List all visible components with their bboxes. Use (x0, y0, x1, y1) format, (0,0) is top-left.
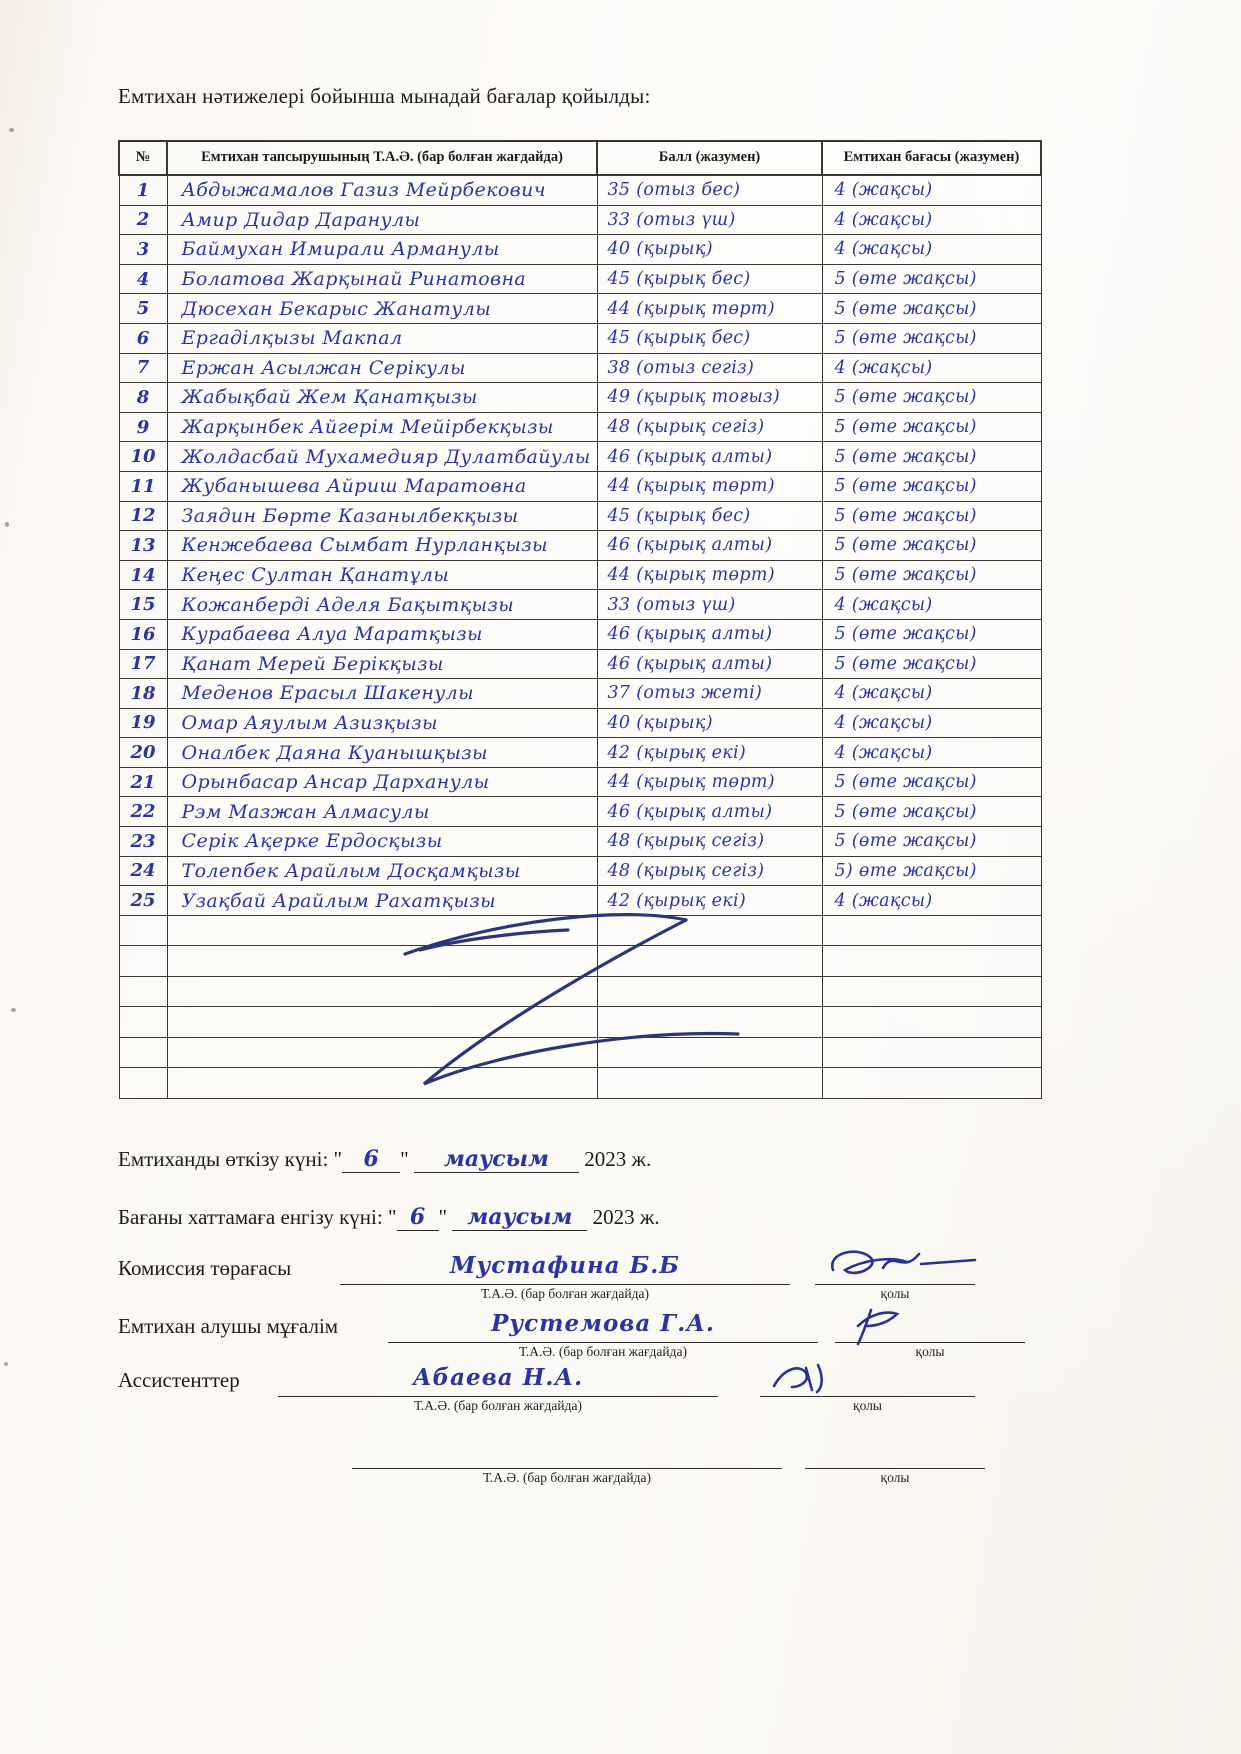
row-num: 15 (130, 594, 156, 616)
row-score: 48 (қырық сегіз) (607, 417, 765, 438)
table-row (119, 353, 1041, 383)
date-year: 2023 ж. (592, 1205, 660, 1229)
row-grade: 5) өте жақсы) (834, 860, 977, 881)
row-name: Омар Аяулым Азизқызы (181, 711, 438, 734)
table-row (119, 501, 1041, 531)
signature-scribble-icon (845, 1302, 1005, 1350)
row-grade: 5 (өте жақсы) (834, 417, 977, 438)
row-num: 2 (136, 209, 150, 231)
signature-role: Емтихан алушы мұғалім (118, 1314, 339, 1338)
date-day: 6 (363, 1146, 379, 1172)
signature-row (118, 1432, 1178, 1488)
table-row (119, 531, 1041, 561)
row-grade: 5 (өте жақсы) (834, 535, 977, 556)
name-caption: Т.А.Ә. (бар болған жағдайда) (519, 1344, 687, 1359)
name-caption: Т.А.Ә. (бар болған жағдайда) (483, 1470, 651, 1485)
table-row (119, 205, 1041, 235)
sign-caption: қолы (853, 1398, 882, 1413)
row-num: 16 (130, 623, 156, 645)
row-score: 44 (қырық төрт) (607, 565, 775, 586)
row-grade: 4 (жақсы) (834, 209, 933, 230)
row-score: 35 (отыз бес) (607, 180, 741, 201)
table-row (119, 471, 1041, 501)
results-table-wrap (118, 140, 1042, 1099)
row-name: Болатова Жарқынай Ринатовна (181, 268, 527, 291)
signature-row (118, 1248, 1178, 1304)
row-grade: 5 (өте жақсы) (834, 624, 977, 645)
row-score: 49 (қырық тоғыз) (607, 387, 780, 408)
row-grade: 4 (жақсы) (834, 180, 933, 201)
table-row (119, 235, 1041, 265)
row-score: 44 (қырық төрт) (607, 476, 775, 497)
signature-stroke-line (805, 1436, 985, 1469)
row-name: Оналбек Даяна Куанышқызы (181, 741, 488, 764)
empty-table-row (119, 915, 1041, 946)
row-name: Орынбасар Ансар Дарханулы (181, 771, 490, 794)
table-row (119, 708, 1041, 738)
signature-name-line (278, 1364, 718, 1397)
table-row (119, 886, 1041, 916)
table-row (119, 442, 1041, 472)
row-score: 46 (қырық алты) (607, 653, 773, 674)
signature-row (118, 1306, 1178, 1362)
row-name: Серік Ақерке Ердосқызы (181, 830, 443, 853)
row-score: 46 (қырық алты) (607, 801, 773, 822)
row-num: 3 (136, 238, 150, 260)
row-grade: 4 (жақсы) (834, 239, 933, 260)
row-name: Кожанберді Аделя Бақытқызы (181, 593, 515, 616)
signature-role: Ассистенттер (118, 1368, 240, 1392)
row-num: 13 (130, 534, 156, 556)
sign-caption: қолы (915, 1344, 945, 1359)
row-grade: 5 (өте жақсы) (834, 298, 977, 319)
row-num: 10 (130, 446, 156, 468)
header-name: Емтихан тапсырушының Т.А.Ә. (бар болған жағдайда) (167, 141, 597, 175)
close-quote: " (400, 1147, 409, 1171)
name-caption: Т.А.Ә. (бар болған жағдайда) (414, 1398, 582, 1413)
row-name: Дюсехан Бекарыс Жанатулы (181, 297, 492, 320)
row-grade: 5 (өте жақсы) (834, 801, 977, 822)
date-month: маусым (443, 1146, 549, 1172)
row-num: 4 (136, 268, 150, 290)
row-grade: 5 (өте жақсы) (834, 269, 977, 290)
row-name: Меденов Ерасыл Шакенулы (181, 682, 475, 705)
row-name: Жарқынбек Айгерім Мейірбекқызы (181, 416, 554, 439)
name-caption: Т.А.Ә. (бар болған жағдайда) (481, 1286, 649, 1301)
row-name: Ергаділқызы Макпал (181, 327, 403, 350)
signature-role: Комиссия төрағасы (118, 1256, 292, 1280)
empty-table-row (119, 1037, 1041, 1068)
row-name: Узақбай Арайлым Рахатқызы (181, 889, 497, 912)
row-score: 33 (отыз үш) (607, 209, 736, 230)
row-grade: 5 (өте жақсы) (834, 565, 977, 586)
row-grade: 4 (жақсы) (834, 742, 933, 763)
sign-caption: қолы (880, 1470, 910, 1485)
row-num: 17 (130, 653, 156, 675)
table-row (119, 294, 1041, 324)
row-score: 42 (қырық екі) (607, 890, 747, 911)
row-grade: 5 (өте жақсы) (834, 476, 977, 497)
row-grade: 5 (өте жақсы) (834, 387, 977, 408)
row-score: 46 (қырық алты) (607, 446, 773, 467)
signature-name-line (388, 1310, 818, 1343)
row-name: Қанат Мерей Берікқызы (181, 652, 444, 675)
empty-table-row (119, 976, 1041, 1007)
row-num: 9 (136, 416, 150, 438)
row-num: 8 (136, 386, 150, 408)
row-name: Амир Дидар Даранулы (181, 208, 421, 231)
date-day: 6 (409, 1204, 426, 1230)
signature-scribble-icon (825, 1244, 985, 1292)
signature-name-line (340, 1252, 790, 1285)
row-score: 40 (қырық) (607, 239, 713, 260)
date-label: Емтиханды өткізу күні: (118, 1147, 329, 1171)
date-year: 2023 ж. (584, 1147, 652, 1171)
signature-name: Абаева Н.А. (412, 1364, 584, 1391)
row-name: Абдыжамалов Газиз Мейрбекович (181, 179, 546, 202)
table-row (119, 175, 1041, 205)
row-name: Кенжебаева Сымбат Нурланқызы (181, 534, 548, 557)
table-row (119, 560, 1041, 590)
row-score: 38 (отыз сегіз) (607, 357, 755, 378)
row-name: Жолдасбай Мухамедияр Дулатбайулы (181, 445, 591, 468)
sign-caption: қолы (880, 1286, 910, 1301)
row-name: Кеңес Султан Қанатұлы (181, 564, 450, 587)
scan-speck (9, 128, 14, 132)
row-score: 45 (қырық бес) (607, 328, 751, 349)
date-line (118, 1146, 651, 1173)
signature-name-line (352, 1436, 782, 1469)
row-score: 33 (отыз үш) (607, 594, 736, 615)
row-name: Жубанышева Айриш Маратовна (181, 475, 527, 498)
table-row (119, 738, 1041, 768)
table-row (119, 767, 1041, 797)
row-score: 42 (қырық екі) (607, 742, 747, 763)
results-table (118, 140, 1042, 1099)
row-score: 45 (қырық бес) (607, 505, 751, 526)
signature-stroke-line (760, 1364, 975, 1397)
header-grade: Емтихан бағасы (жазумен) (822, 141, 1041, 175)
scan-speck (5, 522, 9, 527)
row-score: 46 (қырық алты) (607, 535, 773, 556)
date-label: Бағаны хаттамаға енгізу күні: (118, 1205, 383, 1229)
row-num: 7 (136, 357, 150, 379)
signature-scribble-icon (770, 1356, 930, 1404)
table-row (119, 412, 1041, 442)
empty-table-row (119, 1007, 1041, 1038)
row-grade: 4 (жақсы) (834, 357, 933, 378)
signature-row (118, 1360, 1178, 1416)
row-score: 40 (қырық) (607, 712, 713, 733)
row-score: 37 (отыз жеті) (607, 683, 763, 704)
table-row (119, 619, 1041, 649)
row-grade: 5 (өте жақсы) (834, 446, 977, 467)
row-grade: 4 (жақсы) (834, 890, 933, 911)
signature-name: Рустемова Г.А. (491, 1310, 715, 1337)
row-num: 12 (130, 505, 156, 527)
signature-stroke-line (835, 1310, 1025, 1343)
header-num: № (119, 141, 167, 175)
table-row (119, 383, 1041, 413)
row-num: 24 (130, 860, 156, 882)
row-grade: 5 (өте жақсы) (834, 831, 977, 852)
row-score: 44 (қырық төрт) (607, 772, 775, 793)
empty-table-row (119, 1068, 1041, 1099)
page-title: Емтихан нәтижелері бойынша мынадай бағалар қойылды: (118, 84, 651, 108)
row-num: 1 (136, 179, 150, 201)
row-grade: 5 (өте жақсы) (834, 328, 977, 349)
row-name: Заядин Бөрте Казанылбекқызы (181, 504, 519, 527)
row-num: 23 (130, 830, 156, 852)
row-score: 45 (қырық бес) (607, 269, 751, 290)
row-score: 48 (қырық сегіз) (607, 831, 765, 852)
row-name: Ержан Асылжан Серікулы (181, 356, 466, 379)
row-num: 18 (130, 682, 156, 704)
table-row (119, 590, 1041, 620)
row-name: Рэм Мазжан Алмасулы (181, 800, 430, 823)
date-month: маусым (467, 1204, 573, 1230)
row-num: 11 (130, 475, 156, 497)
open-quote: " (387, 1205, 397, 1229)
row-name: Курабаева Алуа Маратқызы (181, 623, 483, 646)
signature-stroke-line (815, 1252, 975, 1285)
row-grade: 5 (өте жақсы) (834, 505, 977, 526)
row-grade: 5 (өте жақсы) (834, 772, 977, 793)
scan-speck (4, 1362, 8, 1366)
table-row (119, 856, 1041, 886)
row-num: 14 (130, 564, 156, 586)
table-header-row (119, 141, 1041, 175)
table-row (119, 827, 1041, 857)
row-grade: 4 (жақсы) (834, 683, 933, 704)
close-quote: " (438, 1205, 448, 1229)
row-name: Жабықбай Жем Қанатқызы (181, 386, 478, 409)
empty-table-row (119, 946, 1041, 977)
row-num: 20 (130, 742, 156, 764)
row-grade: 5 (өте жақсы) (834, 653, 977, 674)
row-num: 6 (136, 327, 150, 349)
row-name: Толепбек Арайлым Досқамқызы (181, 859, 521, 882)
row-num: 5 (136, 298, 150, 320)
open-quote: " (333, 1147, 343, 1171)
table-row (119, 797, 1041, 827)
row-num: 21 (130, 771, 156, 793)
scan-speck (11, 1008, 16, 1012)
row-num: 25 (130, 890, 156, 912)
row-score: 44 (қырық төрт) (607, 298, 775, 319)
row-grade: 4 (жақсы) (834, 712, 933, 733)
row-num: 22 (130, 801, 156, 823)
header-score: Балл (жазумен) (597, 141, 822, 175)
table-row (119, 679, 1041, 709)
table-row (119, 323, 1041, 353)
table-row (119, 649, 1041, 679)
date-line (118, 1204, 660, 1231)
row-grade: 4 (жақсы) (834, 594, 933, 615)
row-num: 19 (130, 712, 156, 734)
row-name: Баймухан Имирали Арманулы (181, 238, 500, 261)
signature-name: Мустафина Б.Б (450, 1252, 680, 1279)
row-score: 48 (қырық сегіз) (607, 860, 765, 881)
table-row (119, 264, 1041, 294)
row-score: 46 (қырық алты) (607, 624, 773, 645)
